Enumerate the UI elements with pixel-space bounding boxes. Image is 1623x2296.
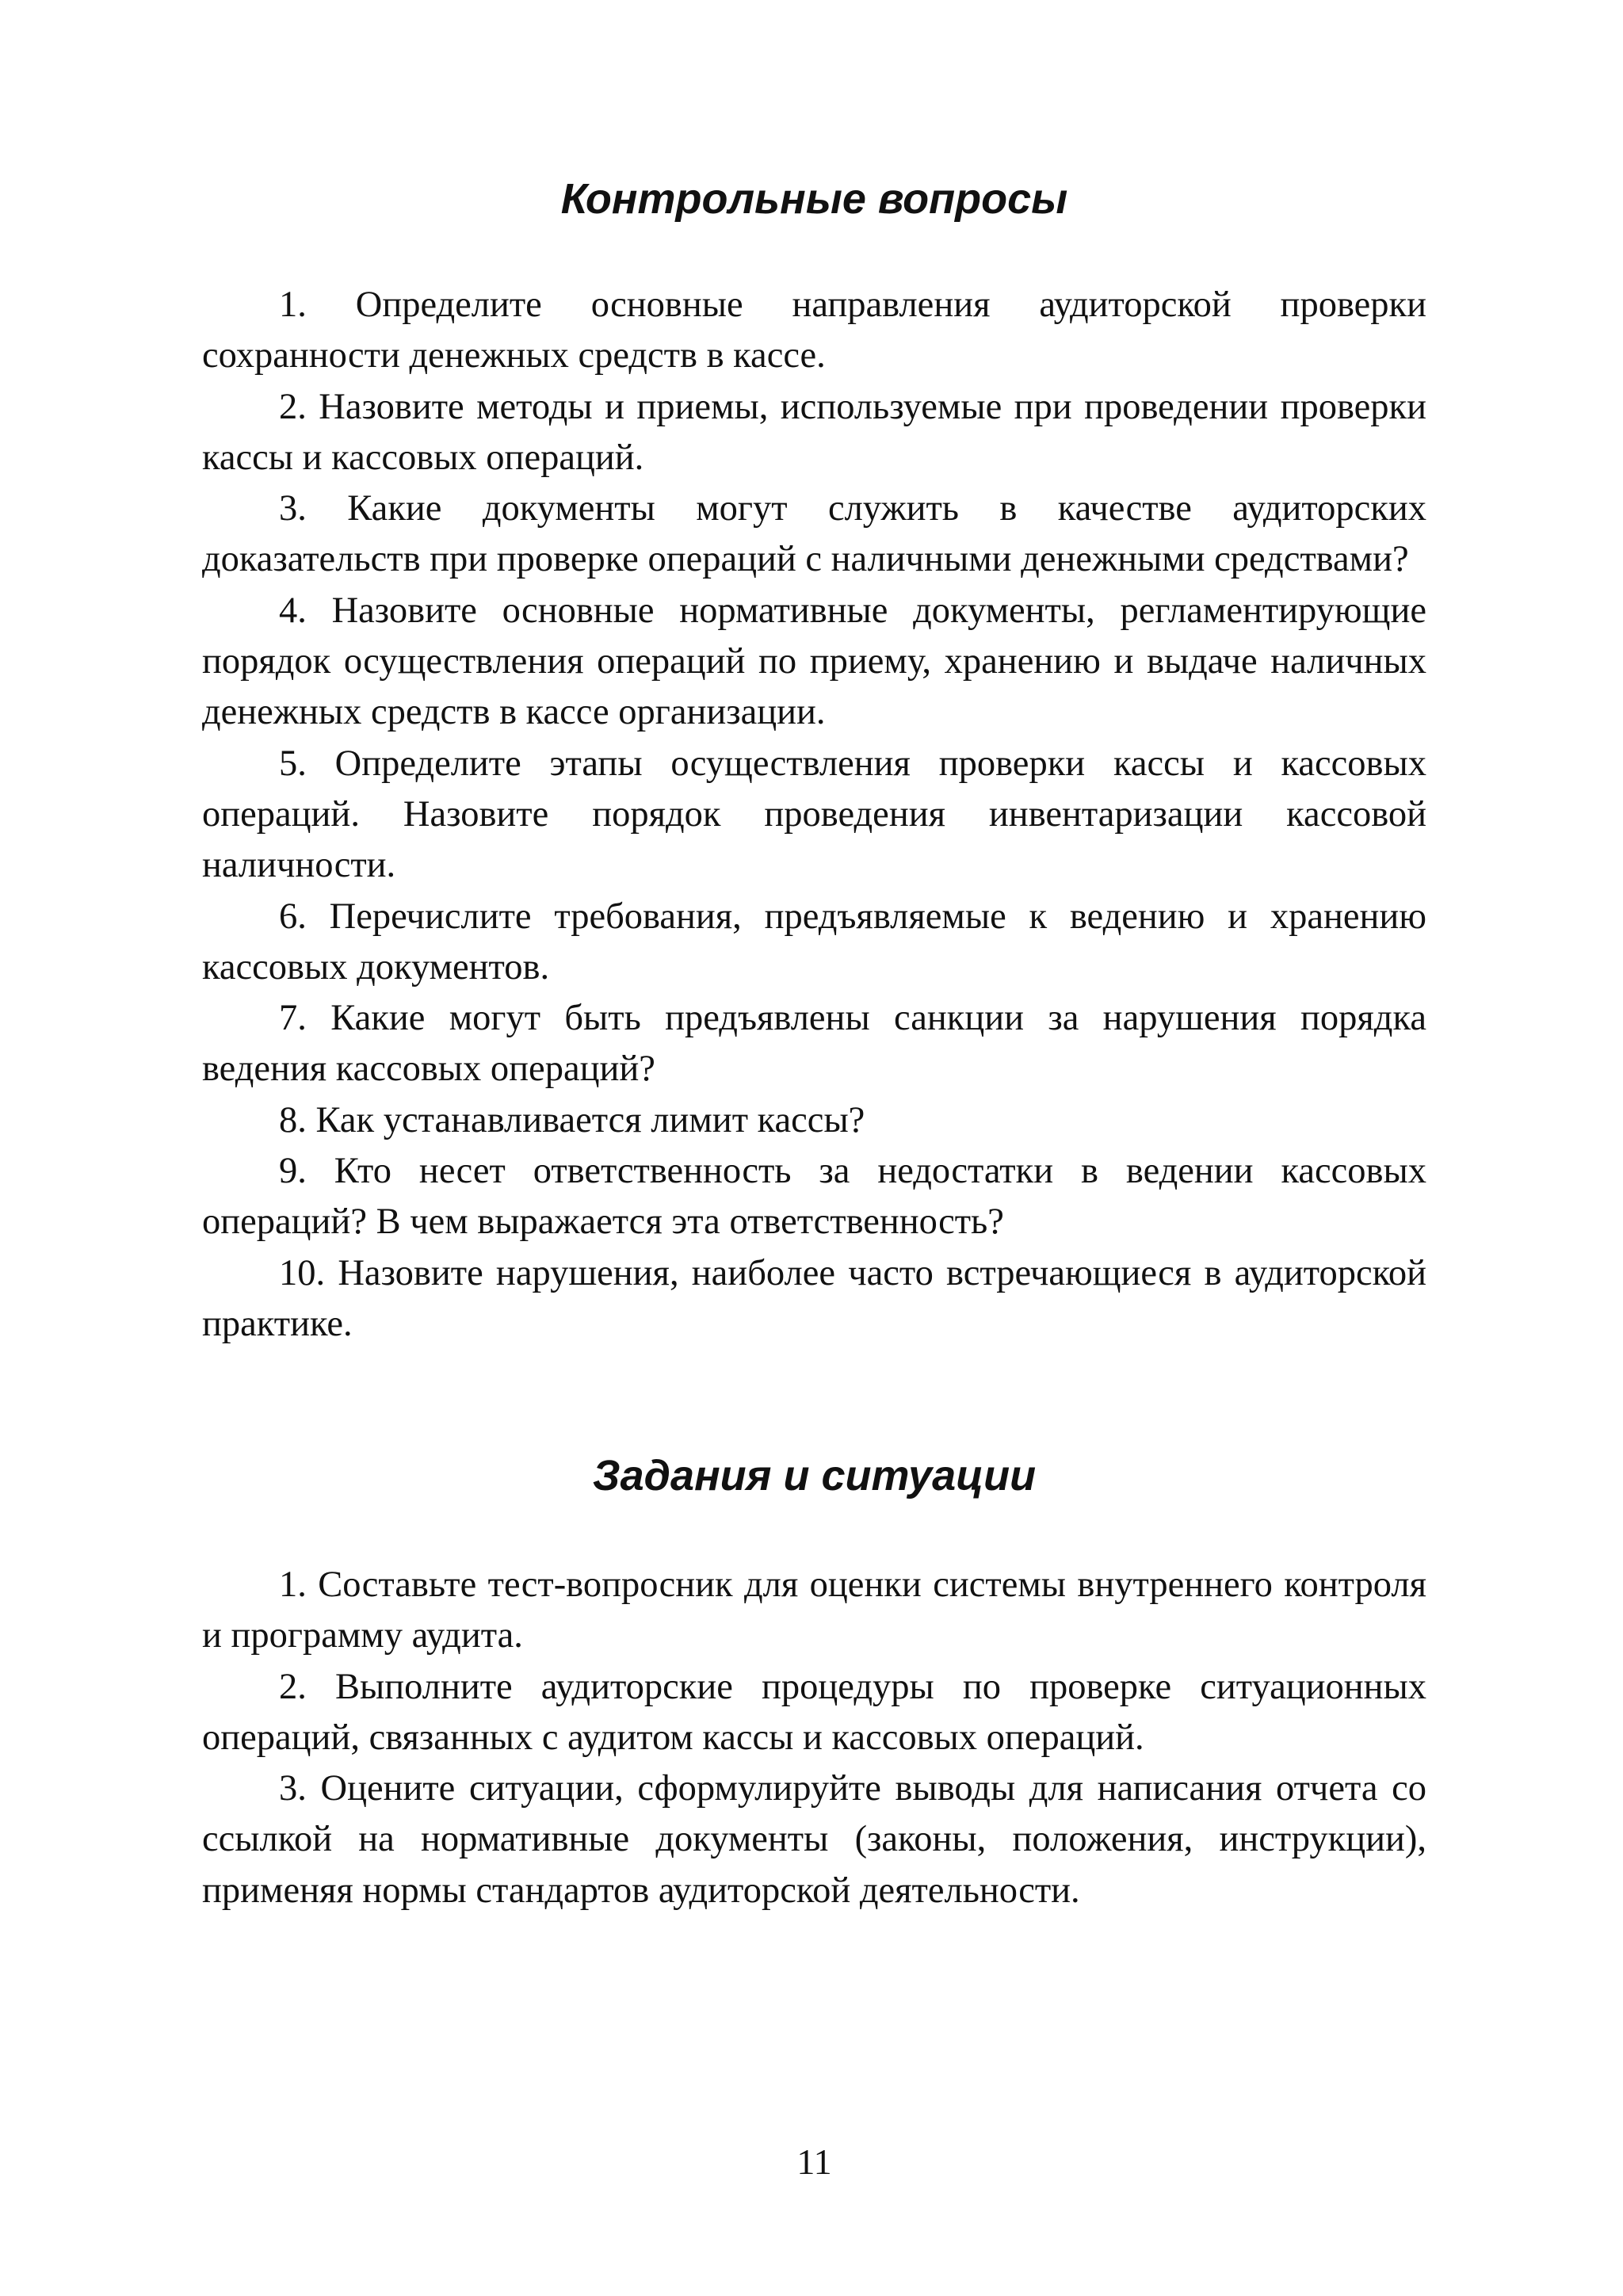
section-title-control-questions: Контрольные вопросы (560, 175, 1068, 223)
list-item: 6. Перечислите требования, предъявляемые к ведению и хранению кассовых документов. (202, 896, 1426, 988)
list-item: 1. Определите основные направления аудиторской проверки сохранности денежных средств в кассе. (202, 285, 1426, 376)
tasks-list (202, 1560, 1426, 1916)
list-item: 3. Оцените ситуации, сформулируйте выводы для написания отчета со ссылкой на нормативные документы (законы, положения, инструкции), применяя нормы стандартов аудиторской деятельности. (202, 1768, 1426, 1911)
list-item: 2. Назовите методы и приемы, используемые при проведении проверки кассы и кассовых операций. (202, 386, 1426, 478)
list-item: 3. Какие документы могут служить в качестве аудиторских доказательств при проверке операций с наличными денежными средствами? (202, 488, 1426, 580)
list-item: 10. Назовите нарушения, наиболее часто встречающиеся в аудиторской практике. (202, 1252, 1426, 1344)
document-page (202, 0, 1426, 2296)
section-title-tasks: Задания и ситуации (592, 1452, 1037, 1499)
list-item: 1. Составьте тест-вопросник для оценки системы внутреннего контроля и программу аудита. (202, 1564, 1426, 1656)
list-item: 9. Кто несет ответственность за недостатки в ведении кассовых операций? В чем выражается эта ответственность? (202, 1151, 1426, 1243)
list-item: 5. Определите этапы осуществления проверки кассы и кассовых операций. Назовите порядок проведения инвентаризации кассовой наличности. (202, 743, 1426, 886)
list-item: 4. Назовите основные нормативные документы, регламентирующие порядок осуществления операций по приему, хранению и выдаче наличных денежных средств в кассе организации. (202, 590, 1426, 733)
list-item: 7. Какие могут быть предъявлены санкции за нарушения порядка ведения кассовых операций? (202, 998, 1426, 1090)
list-item: 2. Выполните аудиторские процедуры по проверке ситуационных операций, связанных с аудитом кассы и кассовых операций. (202, 1666, 1426, 1758)
page-number: 11 (796, 2141, 832, 2182)
control-questions-list (202, 280, 1426, 1350)
list-item: 8. Как устанавливается лимит кассы? (279, 1099, 865, 1140)
